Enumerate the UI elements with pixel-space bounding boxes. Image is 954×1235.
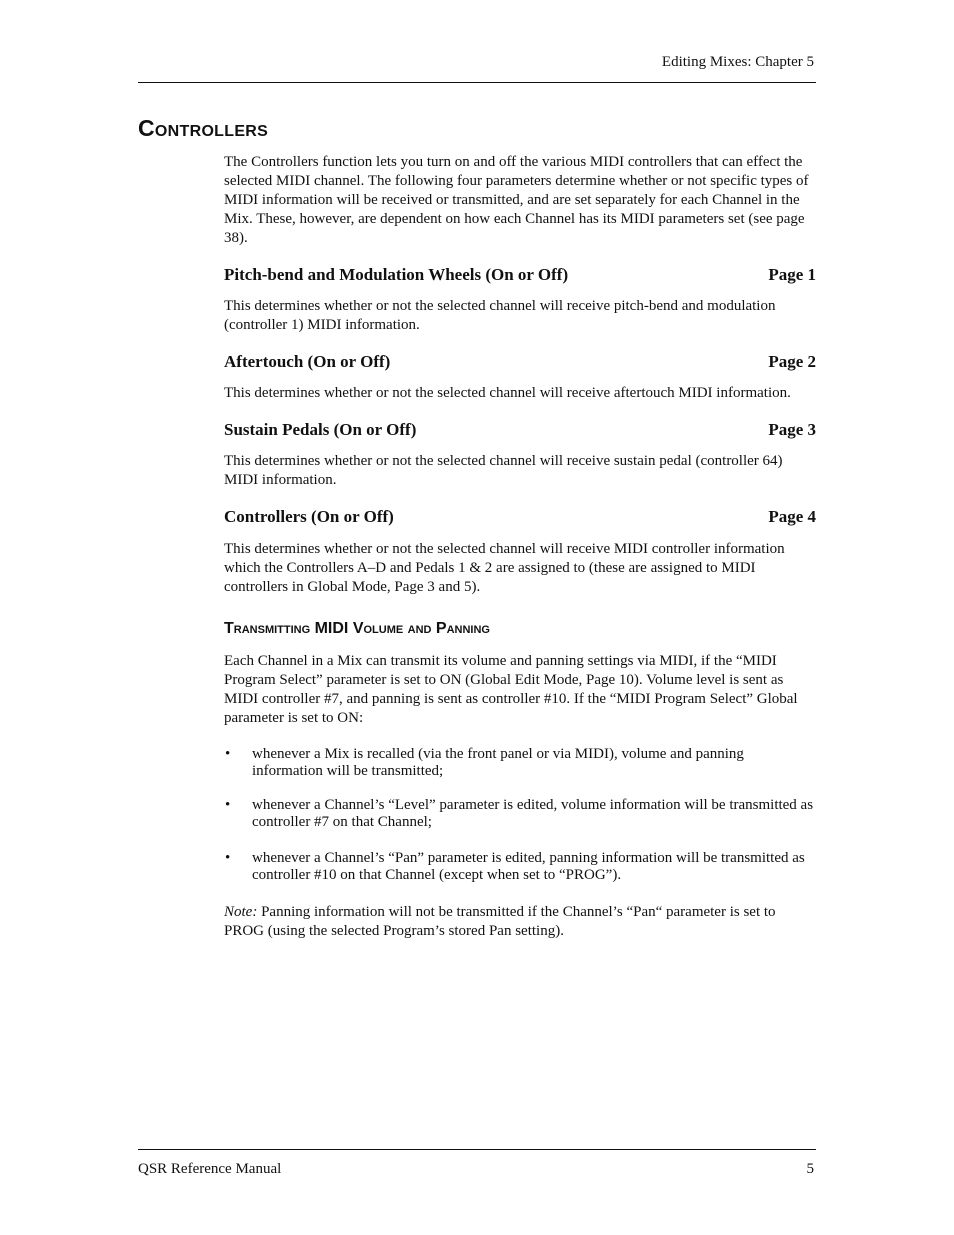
param-description: This determines whether or not the selected channel will receive sustain pedal (controller 64) MIDI information. xyxy=(224,453,783,488)
bullet-marker: • xyxy=(225,797,231,813)
note-label: Note: xyxy=(224,904,258,920)
param-heading: Pitch-bend and Modulation Wheels (On or Off) xyxy=(224,265,569,284)
footer-manual-title: QSR Reference Manual xyxy=(138,1161,282,1177)
subsection-intro: Each Channel in a Mix can transmit its volume and panning settings via MIDI, if the “MIDI Program Select” parameter is set to ON (Global Edit Mode, Page 10). Volume level is sent as MIDI controller #7, and panning is sent as controller #10. If the “MIDI Program Select” Global parameter is set to ON: xyxy=(224,653,798,726)
param-page: Page 4 xyxy=(768,507,816,526)
bullet-list xyxy=(224,746,816,884)
list-item-text: whenever a Channel’s “Pan” parameter is edited, panning information will be transmitted as controller #10 on that Channel (except when set to “PROG”). xyxy=(252,850,805,883)
bullet-marker: • xyxy=(225,746,231,762)
note-text: Panning information will not be transmitted if the Channel’s “Pan“ parameter is set to PROG (using the selected Program’s stored Pan setting). xyxy=(224,904,776,939)
main-content xyxy=(224,153,816,941)
note-paragraph xyxy=(224,903,816,941)
param-heading-row xyxy=(224,264,816,285)
param-page: Page 2 xyxy=(768,352,816,371)
bullet-marker: • xyxy=(225,850,231,866)
list-item xyxy=(224,746,816,780)
running-header: Editing Mixes: Chapter 5 xyxy=(661,54,814,70)
param-heading: Aftertouch (On or Off) xyxy=(224,352,391,371)
param-heading: Controllers (On or Off) xyxy=(224,507,394,526)
list-item xyxy=(224,850,816,884)
footer-rule xyxy=(138,1149,816,1150)
param-heading-row xyxy=(224,506,816,527)
param-description: This determines whether or not the selected channel will receive pitch-bend and modulation (controller 1) MIDI information. xyxy=(224,298,776,333)
header-rule xyxy=(138,82,816,83)
param-page: Page 1 xyxy=(768,265,816,284)
param-heading-row xyxy=(224,351,816,372)
footer-page-number: 5 xyxy=(806,1161,814,1177)
param-heading-row xyxy=(224,419,816,440)
subsection-title: Transmitting MIDI Volume and Panning xyxy=(224,620,490,637)
list-item xyxy=(224,797,816,831)
param-description: This determines whether or not the selected channel will receive aftertouch MIDI information. xyxy=(224,385,791,401)
section-intro: The Controllers function lets you turn on and off the various MIDI controllers that can effect the selected MIDI channel. The following four parameters determine whether or not specific types of MIDI information will be received or transmitted, and are set separately for each Channel in the Mix. These, however, are dependent on how each Channel has its MIDI parameters set (see page 38). xyxy=(224,154,809,246)
param-page: Page 3 xyxy=(768,420,816,439)
param-heading: Sustain Pedals (On or Off) xyxy=(224,420,417,439)
list-item-text: whenever a Channel’s “Level” parameter is edited, volume information will be transmitted as controller #7 on that Channel; xyxy=(252,797,814,830)
section-title: Controllers xyxy=(138,115,269,141)
param-description: This determines whether or not the selected channel will receive MIDI controller information which the Controllers A–D and Pedals 1 & 2 are assigned to (these are assigned to MIDI controllers in Global Mode, Page 3 and 5). xyxy=(224,541,785,595)
list-item-text: whenever a Mix is recalled (via the front panel or via MIDI), volume and panning information will be transmitted; xyxy=(252,746,744,779)
